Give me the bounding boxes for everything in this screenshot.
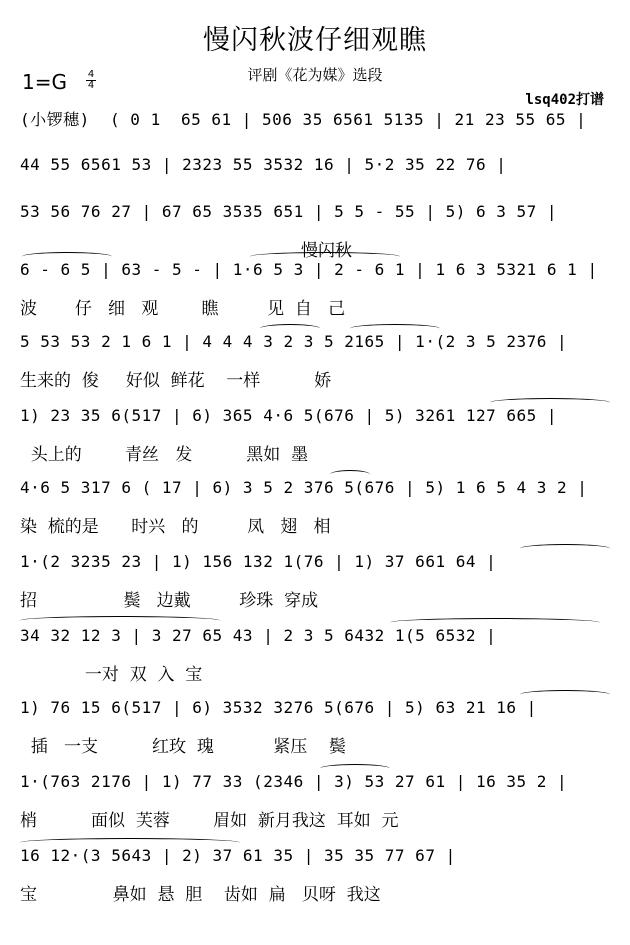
notation-line: 1·(763 2176 | 1) 77 33 (2346 | 3) 53 27 61 | 16 35 2 | — [20, 772, 568, 791]
lyric-line: 宝 鼻如 悬 胆 齿如 扁 贝呀 我这 — [20, 885, 381, 905]
notation-line: 6 - 6 5 | 63 - 5 - | 1·6 5 3 | 2 - 6 1 | 1 6 3 5321 6 1 | — [20, 260, 598, 279]
notation-line: 53 56 76 27 | 67 65 3535 651 | 5 5 - 55 | 5) 6 3 57 | — [20, 202, 558, 221]
time-signature-top: 4 — [87, 69, 95, 80]
lyric-line: 头上的 青丝 发 黑如 墨 — [20, 445, 309, 465]
lyric-line: 招 鬓 边戴 珍珠 穿成 — [20, 591, 319, 611]
notation-line: 16 12·(3 5643 | 2) 37 61 35 | 35 35 77 67 | — [20, 846, 456, 865]
notation-line: 1) 76 15 6(517 | 6) 3532 3276 5(676 | 5) 63 21 16 | — [20, 698, 537, 717]
notation-line: 34 32 12 3 | 3 27 65 43 | 2 3 5 6432 1(5 6532 | — [20, 626, 497, 645]
lyric-line: 波 仔 细 观 瞧 见 自 己 — [20, 299, 346, 319]
notation-line: 1) 23 35 6(517 | 6) 365 4·6 5(676 | 5) 3261 127 665 | — [20, 406, 558, 425]
time-signature — [86, 70, 96, 91]
notation-line: 5 53 53 2 1 6 1 | 4 4 4 3 2 3 5 2165 | 1·(2 3 5 2376 | — [20, 332, 568, 351]
notation-line: 4·6 5 317 6 ( 17 | 6) 3 5 2 376 5(676 | 5) 1 6 5 4 3 2 | — [20, 478, 588, 497]
notation-line: 44 55 6561 53 | 2323 55 3532 16 | 5·2 35 22 76 | — [20, 155, 507, 174]
lyric-line: 梢 面似 芙蓉 眉如 新月我这 耳如 元 — [20, 811, 399, 831]
notation-line: (小锣穗) ( 0 1 65 61 | 506 35 6561 5135 | 21 23 55 65 | — [20, 110, 587, 129]
transcriber-credit: lsq402打谱 — [525, 92, 604, 108]
lyric-line: 一对 双 入 宝 — [20, 665, 203, 685]
score-subtitle: 评剧《花为媒》选段 — [247, 66, 383, 84]
lyric-line: 染 梳的是 时兴 的 凤 翅 相 — [20, 517, 331, 537]
lyric-line: 插 一支 红玫 瑰 紧压 鬓 — [20, 737, 346, 757]
lyric-line: 生来的 俊 好似 鲜花 一样 娇 — [20, 371, 332, 391]
score-title: 慢闪秋波仔细观瞧 — [203, 25, 427, 56]
notation-line: 1·(2 3235 23 | 1) 156 132 1(76 | 1) 37 661 64 | — [20, 552, 497, 571]
lyric-line: 慢闪秋 — [20, 241, 352, 261]
key-signature: 1=G — [22, 70, 67, 94]
time-signature-bottom: 4 — [87, 80, 95, 91]
